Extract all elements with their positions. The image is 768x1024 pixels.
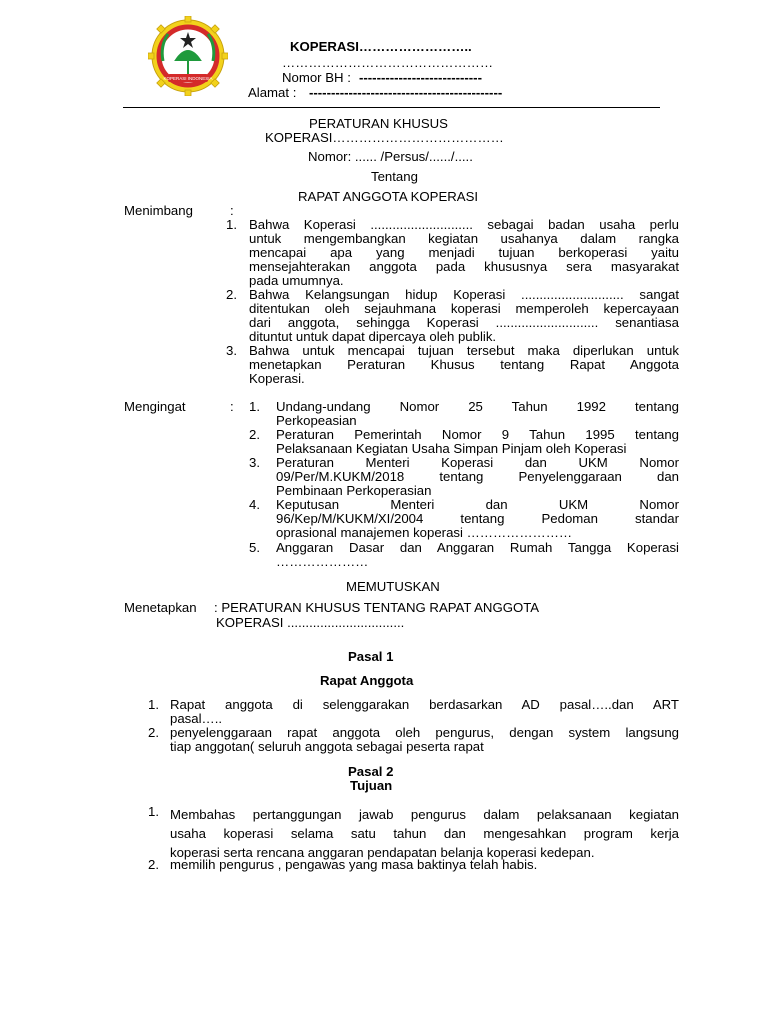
logo-text: KOPERASI INDONESIA — [163, 76, 213, 81]
list-number: 3. — [226, 343, 237, 358]
header-divider — [123, 107, 660, 108]
list-number: 5. — [249, 540, 260, 555]
alamat-label: Alamat : — [248, 85, 297, 100]
koperasi-name: KOPERASI…………………….. — [290, 39, 472, 54]
pasal2-item-1: Membahas pertanggungan jawab pengurus dalam pelaksanaan kegiatan usaha koperasi selama satu tahun dan mengesahkan program kerja koperasi serta rencana anggaran pendapatan belanja koperasi kedepan. — [170, 807, 679, 860]
list-number: 1. — [249, 399, 260, 414]
pasal2-title: Pasal 2 — [348, 764, 394, 779]
title-koperasi: KOPERASI………………………………… — [265, 130, 504, 145]
pasal1-title: Pasal 1 — [348, 649, 394, 664]
pasal1-item-1: Rapat anggota di selenggarakan berdasarkan AD pasal…..dan ART pasal….. — [170, 697, 679, 726]
menimbang-item-1: Bahwa Koperasi ............................ sebagai badan usaha perlu untuk mengembangkan kegiatan usahanya dalam rangka mencapai apa yang menjadi tujuan berkoperasi yaitu mensejahterakan anggota pada khususnya sera masyarakat pada umumnya. — [249, 217, 679, 288]
list-number: 4. — [249, 497, 260, 512]
mengingat-label: Mengingat — [124, 399, 186, 414]
menimbang-item-2: Bahwa Kelangsungan hidup Koperasi ............................ sangat ditentukan oleh sejauhmana koperasi memperoleh kepercayaan dari anggota, sehingga Koperasi ............................ senantiasa dituntut untuk dapat dipercaya oleh publik. — [249, 287, 679, 344]
list-number: 1. — [148, 804, 159, 819]
pasal1-subtitle: Rapat Anggota — [320, 673, 414, 688]
list-number: 2. — [148, 857, 159, 872]
mengingat-item-4: Keputusan Menteri dan UKM Nomor 96/Kep/M/KUKM/XI/2004 tentang Pedoman standar oprasional manajemen koperasi …………………… — [276, 497, 679, 540]
mengingat-item-2: Peraturan Pemerintah Nomor 9 Tahun 1995 tentang Pelaksanaan Kegiatan Usaha Simpan Pinjam oleh Koperasi — [276, 427, 679, 456]
title-subject: RAPAT ANGGOTA KOPERASI — [298, 189, 479, 204]
memutuskan-heading: MEMUTUSKAN — [346, 579, 440, 594]
title-nomor: Nomor: ...... /Persus/....../..... — [308, 149, 473, 164]
pasal1-item-2: penyelenggaraan rapat anggota oleh pengurus, dengan system langsung tiap anggotan( seluruh anggota sebagai peserta rapat — [170, 725, 679, 754]
title-peraturan-khusus: PERATURAN KHUSUS — [309, 116, 448, 131]
mengingat-item-1: Undang-undang Nomor 25 Tahun 1992 tentang Perkopeasian — [276, 399, 679, 428]
mengingat-item-3: Peraturan Menteri Koperasi dan UKM Nomor 09/Per/M.KUKM/2018 tentang Penyelenggaraan dan Pembinaan Perkoperasian — [276, 455, 679, 498]
list-number: 1. — [148, 697, 159, 712]
menetapkan-line1: : PERATURAN KHUSUS TENTANG RAPAT ANGGOTA — [214, 600, 540, 615]
list-number: 1. — [226, 217, 237, 232]
list-number: 3. — [249, 455, 260, 470]
list-number: 2. — [249, 427, 260, 442]
menimbang-label: Menimbang — [124, 203, 193, 218]
menetapkan-line2: KOPERASI ................................ — [216, 615, 405, 630]
pasal2-item-2: memilih pengurus , pengawas yang masa baktinya telah habis. — [170, 857, 538, 872]
menimbang-colon: : — [230, 203, 234, 218]
mengingat-item-5: Anggaran Dasar dan Anggaran Rumah Tangga Koperasi ………………… — [276, 540, 679, 569]
koperasi-indonesia-logo — [148, 16, 228, 96]
header-line2: ………………………………………… — [282, 55, 493, 70]
menimbang-item-3: Bahwa untuk mencapai tujuan tersebut maka diperlukan untuk menetapkan Peraturan Khusus tentang Rapat Anggota Koperasi. — [249, 343, 679, 386]
title-tentang: Tentang — [371, 169, 418, 184]
nomor-bh-dots: ---------------------------- — [359, 70, 482, 85]
nomor-bh-label: Nomor BH : — [282, 70, 351, 85]
list-number: 2. — [148, 725, 159, 740]
pasal2-subtitle: Tujuan — [350, 778, 393, 793]
menetapkan-label: Menetapkan — [124, 600, 197, 615]
list-number: 2. — [226, 287, 237, 302]
mengingat-colon: : — [230, 399, 234, 414]
alamat-dots: -------------------------------------------- — [309, 85, 503, 100]
